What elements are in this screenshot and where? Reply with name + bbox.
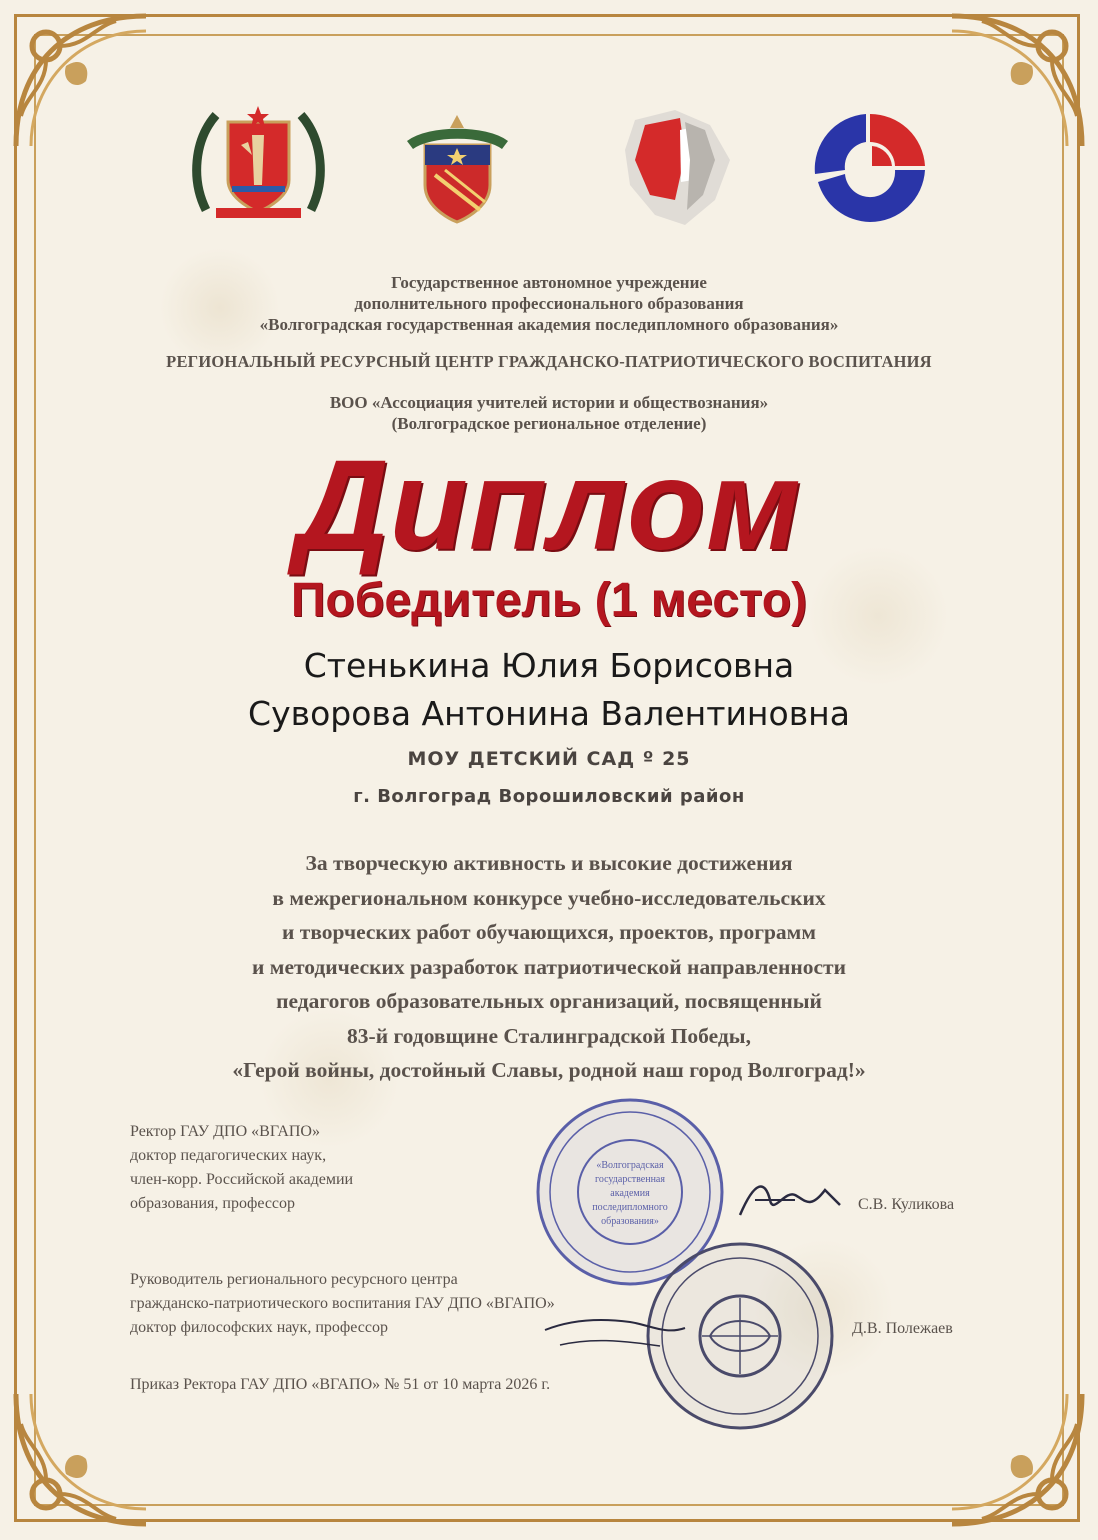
svg-text:академия: академия bbox=[610, 1188, 650, 1199]
citation-line: педагогов образовательных организаций, посвященный bbox=[276, 989, 822, 1013]
organization: МОУ ДЕТСКИЙ САД º 25 bbox=[407, 748, 691, 770]
signatory-center-head bbox=[130, 1268, 555, 1340]
recipient-name: Стенькина Юлия Борисовна bbox=[303, 646, 795, 685]
ministry-logo-icon bbox=[800, 104, 940, 232]
volgograd-region-coat-of-arms-icon bbox=[186, 100, 331, 230]
svg-text:последипломного: последипломного bbox=[592, 1202, 668, 1213]
institution-header bbox=[0, 272, 1098, 335]
award-subtitle: Победитель (1 место) bbox=[290, 574, 808, 627]
corner-ornament-icon bbox=[942, 6, 1092, 156]
signatory-line: образования, профессор bbox=[130, 1195, 296, 1212]
institution-line: «Волгоградская государственная академия последипломного образования» bbox=[259, 315, 839, 334]
rector-signature-icon bbox=[735, 1170, 845, 1230]
signatory-name: С.В. Куликова bbox=[858, 1196, 955, 1213]
signatory-line: Руководитель регионального ресурсного центра bbox=[130, 1271, 458, 1288]
voroshilovsky-district-coat-of-arms-icon bbox=[400, 110, 515, 230]
signatory-rector bbox=[130, 1120, 353, 1216]
institution-line: Государственное автономное учреждение bbox=[391, 273, 707, 292]
svg-text:«Волгоградская: «Волгоградская bbox=[596, 1160, 664, 1171]
order-reference: Приказ Ректора ГАУ ДПО «ВГАПО» № 51 от 10 марта 2026 г. bbox=[130, 1376, 551, 1393]
citation bbox=[0, 846, 1098, 1088]
diploma-title: Диплом bbox=[296, 434, 802, 577]
recipient-name: Суворова Антонина Валентиновна bbox=[248, 694, 850, 733]
location: г. Волгоград Ворошиловский район bbox=[353, 786, 745, 807]
head-signature-icon bbox=[540, 1300, 690, 1360]
corner-ornament-icon bbox=[6, 1384, 156, 1534]
resource-center-header: РЕГИОНАЛЬНЫЙ РЕСУРСНЫЙ ЦЕНТР ГРАЖДАНСКО-ПАТРИОТИЧЕСКОГО ВОСПИТАНИЯ bbox=[166, 352, 932, 371]
volgograd-region-map-icon bbox=[615, 100, 740, 230]
citation-line: «Герой войны, достойный Славы, родной наш город Волгоград!» bbox=[232, 1058, 866, 1082]
citation-line: и методических разработок патриотической направленности bbox=[252, 954, 846, 979]
association-line: ВОО «Ассоциация учителей истории и обществознания» bbox=[329, 393, 769, 412]
signatory-line: Ректор ГАУ ДПО «ВГАПО» bbox=[130, 1123, 320, 1140]
signatory-line: доктор философских наук, профессор bbox=[130, 1319, 388, 1336]
citation-line: За творческую активность и высокие достижения bbox=[305, 851, 793, 875]
recipients bbox=[0, 642, 1098, 738]
corner-ornament-icon bbox=[942, 1384, 1092, 1534]
citation-line: в межрегиональном конкурсе учебно-исследовательских bbox=[272, 885, 826, 910]
signatory-line: доктор педагогических наук, bbox=[130, 1147, 327, 1164]
corner-ornament-icon bbox=[6, 6, 156, 156]
signatory-line: гражданско-патриотического воспитания ГАУ ДПО «ВГАПО» bbox=[130, 1295, 555, 1312]
signatory-line: член-корр. Российской академии bbox=[130, 1171, 354, 1188]
citation-line: и творческих работ обучающихся, проектов, программ bbox=[282, 920, 816, 944]
institution-line: дополнительного профессионального образования bbox=[354, 294, 744, 313]
svg-text:государственная: государственная bbox=[595, 1174, 665, 1185]
association-header bbox=[0, 392, 1098, 434]
signatory-name: Д.В. Полежаев bbox=[852, 1320, 953, 1337]
citation-line: 83-й годовщине Сталинградской Победы, bbox=[347, 1023, 751, 1048]
association-line: (Волгоградское региональное отделение) bbox=[391, 414, 707, 433]
svg-text:образования»: образования» bbox=[601, 1216, 659, 1227]
